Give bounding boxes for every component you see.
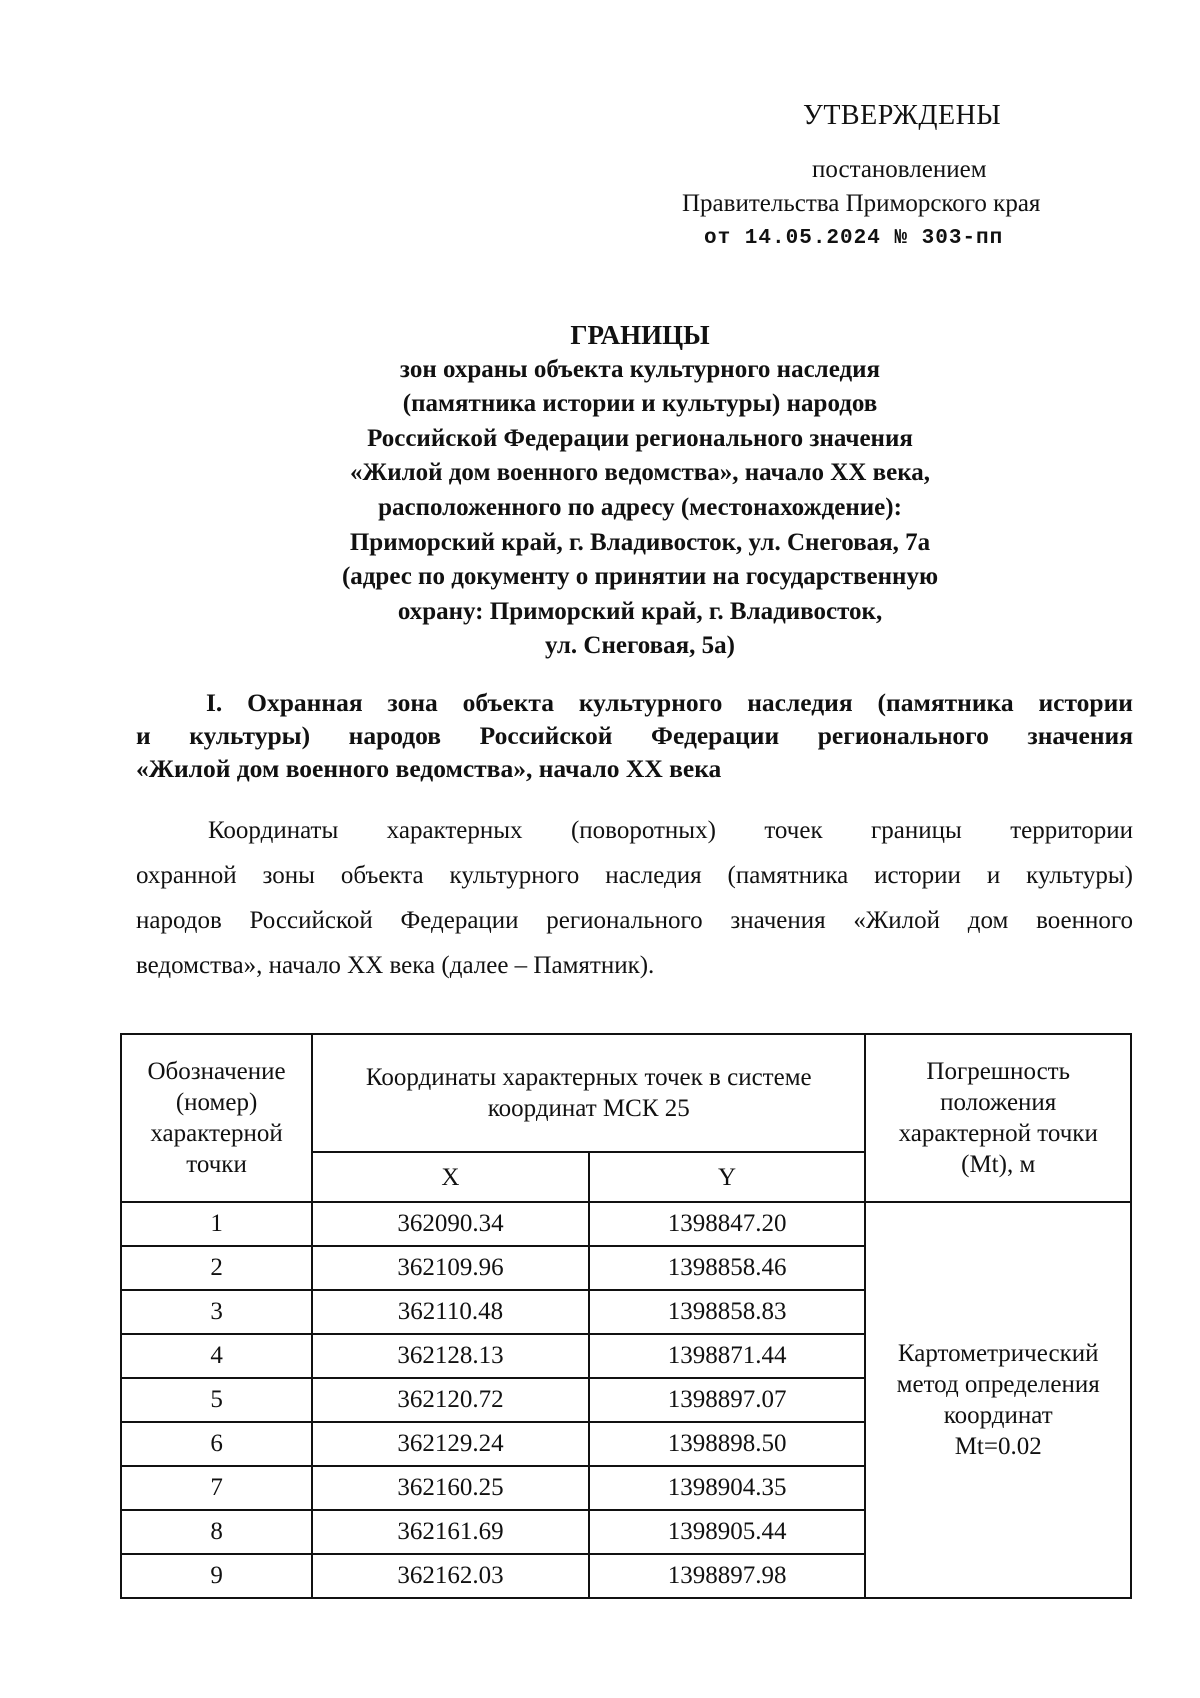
document-title: [120, 318, 1160, 664]
header-coordinates: Координаты характерных точек в системе координат МСК 25: [312, 1034, 865, 1152]
coord-y: 1398898.50: [589, 1422, 866, 1466]
point-number: 2: [121, 1246, 312, 1290]
coord-x: 362162.03: [312, 1554, 589, 1598]
point-number: 1: [121, 1202, 312, 1246]
coord-y: 1398904.35: [589, 1466, 866, 1510]
paragraph-line: ведомства», начало XX века (далее – Памятник).: [136, 952, 655, 979]
coord-x: 362110.48: [312, 1290, 589, 1334]
title-line: охрану: Приморский край, г. Владивосток,: [397, 597, 883, 625]
method-cell: Картометрический метод определения координат Mt=0.02: [865, 1202, 1131, 1598]
coord-x: 362109.96: [312, 1246, 589, 1290]
title-line: Приморский край, г. Владивосток, ул. Снеговая, 7а: [349, 528, 931, 556]
coord-x: 362129.24: [312, 1422, 589, 1466]
approval-line-1: постановлением: [812, 156, 987, 183]
coord-y: 1398858.46: [589, 1246, 866, 1290]
coord-y: 1398897.98: [589, 1554, 866, 1598]
approval-decree-number: от 14.05.2024 № 303-пп: [704, 227, 1004, 250]
point-number: 8: [121, 1510, 312, 1554]
header-error: Погрешность положения характерной точки (Mt), м: [865, 1034, 1131, 1202]
point-number: 7: [121, 1466, 312, 1510]
coord-x: 362090.34: [312, 1202, 589, 1246]
title-line: зон охраны объекта культурного наследия: [399, 355, 881, 383]
body-paragraph: [136, 808, 1133, 988]
paragraph-line: охранной зоны объекта культурного наследия (памятника истории и культуры): [136, 862, 1133, 889]
coord-x: 362120.72: [312, 1378, 589, 1422]
coord-y: 1398905.44: [589, 1510, 866, 1554]
section-heading-line: «Жилой дом военного ведомства», начало XX века: [136, 754, 722, 783]
coord-y: 1398847.20: [589, 1202, 866, 1246]
section-heading-line: I. Охранная зона объекта культурного наследия (памятника истории: [206, 688, 1133, 717]
paragraph-line: Координаты характерных (поворотных) точек границы территории: [208, 817, 1133, 844]
title-line: расположенного по адресу (местонахождение):: [378, 493, 902, 521]
header-x: X: [312, 1152, 589, 1202]
section-heading-line: и культуры) народов Российской Федерации регионального значения: [136, 721, 1133, 750]
header-designation: Обозначение (номер) характерной точки: [121, 1034, 312, 1202]
coord-y: 1398858.83: [589, 1290, 866, 1334]
title-line: (памятника истории и культуры) народов: [402, 390, 878, 418]
coord-x: 362128.13: [312, 1334, 589, 1378]
title-line: ул. Снеговая, 5а): [545, 632, 735, 660]
header-y: Y: [589, 1152, 866, 1202]
paragraph-line: народов Российской Федерации регионального значения «Жилой дом военного: [136, 907, 1133, 934]
point-number: 4: [121, 1334, 312, 1378]
coord-x: 362161.69: [312, 1510, 589, 1554]
coord-y: 1398871.44: [589, 1334, 866, 1378]
title-main: ГРАНИЦЫ: [570, 320, 710, 350]
coord-y: 1398897.07: [589, 1378, 866, 1422]
approval-heading: УТВЕРЖДЕНЫ: [803, 100, 1002, 131]
coordinates-table: [120, 1033, 1132, 1599]
title-line: «Жилой дом военного ведомства», начало XX века,: [349, 459, 931, 487]
coord-x: 362160.25: [312, 1466, 589, 1510]
point-number: 9: [121, 1554, 312, 1598]
point-number: 6: [121, 1422, 312, 1466]
section-heading: [136, 686, 1133, 785]
title-line: Российской Федерации регионального значения: [367, 424, 913, 452]
point-number: 5: [121, 1378, 312, 1422]
title-line: (адрес по документу о принятии на государственную: [341, 563, 939, 591]
point-number: 3: [121, 1290, 312, 1334]
approval-line-2: Правительства Приморского края: [682, 190, 1041, 217]
table-row: [121, 1202, 1131, 1246]
